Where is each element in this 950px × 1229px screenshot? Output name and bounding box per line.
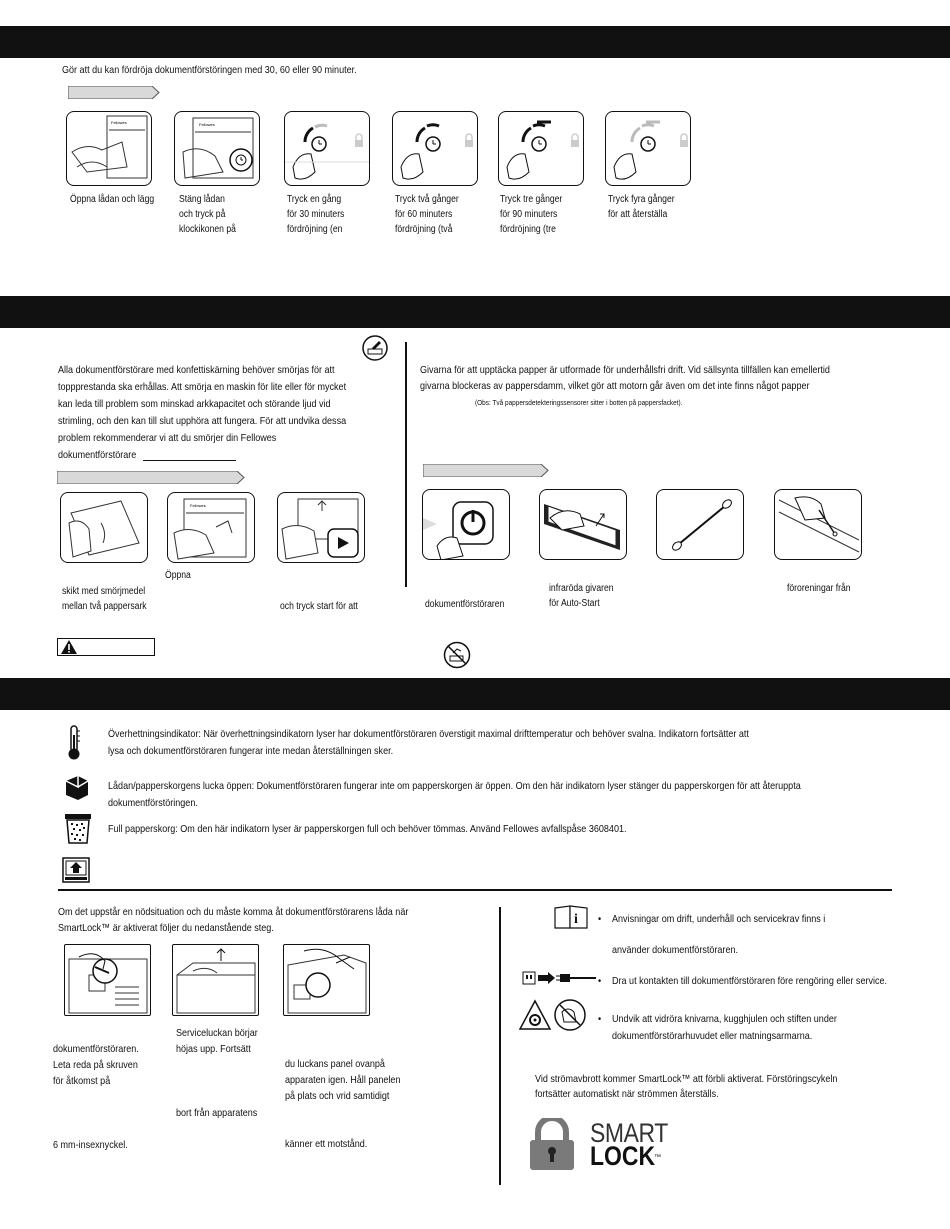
thermometer-icon	[66, 725, 82, 761]
smartlock-logo-tm: ™	[654, 1154, 661, 1161]
step-image-press-four-times	[605, 111, 691, 186]
warning-triangle-icon	[60, 639, 78, 655]
sensor-text-line-1: Givarna för att upptäcka papper är utformade för underhållsfri drift. Vid sällsynta tillfällen kan emellertid	[420, 364, 830, 376]
full-bin-icon	[64, 812, 92, 844]
svg-text:Fellowes: Fellowes	[190, 503, 206, 508]
smartlock-logo-bottom: LOCK	[590, 1141, 656, 1171]
smartlock-intro-text: Om det uppstår en nödsituation och du måste komma åt dokumentförstörarens låda när SmartLock™ är aktiverat följer du nedanstående steg.	[58, 906, 409, 934]
blade-warning-icon	[518, 998, 590, 1034]
oil-step-tab-arrow	[57, 471, 245, 484]
oil-step-caption-3: och tryck start för att	[280, 601, 358, 612]
step-image-press-three-times	[498, 111, 584, 186]
oil-image-sheet	[60, 492, 148, 563]
instructions-bullet-line-1: Anvisningar om drift, underhåll och servicekrav finns i	[612, 913, 826, 925]
sensor-image-cotton-swab	[656, 489, 744, 560]
oil-text-line-3: kan leda till problem som minskad arkkapacitet och störande ljud vid	[58, 398, 331, 410]
smartlock-col2-text: Serviceluckan börjar höjas upp. Fortsätt bort från apparatens	[176, 1027, 258, 1119]
smartlock-image-reattach	[283, 944, 370, 1016]
sensor-step-caption-2: infraröda givaren för Auto-Start	[549, 583, 614, 609]
step-caption-3: Tryck en gång för 30 minuters fördröjning (en	[287, 194, 345, 235]
sensor-text-line-2: givarna blockeras av pappersdamm, vilket gör att motorn går även om det inte finns något papper	[420, 380, 810, 392]
indicator-open-bin-text: Lådan/papperskorgens lucka öppen: Dokumentförstöraren fungerar inte om papperskorgen är öppen. Om den här indikatorn lyser stänger du papperskorgen för att återuppta dokumentförstöringen.	[108, 780, 801, 809]
step-caption-5: Tryck tre gånger för 90 minuters fördröjning (tre	[500, 194, 563, 235]
indicator-overheat-text: Överhettningsindikator: När överhettningsindikatorn lyser har dokumentförstöraren överstigit maximal drifttemperatur och behöver svalna. Indikatorn fortsätter att lysa och dokumentförstöraren fungerar inte medan återställningen sker.	[108, 728, 749, 757]
oil-step-caption-1: skikt med smörjmedel mellan två pappersark	[62, 586, 147, 612]
section-header-bar-2	[0, 296, 950, 328]
step-image-close-drawer	[174, 111, 260, 186]
section2-column-divider	[405, 342, 407, 587]
svg-text:i: i	[574, 912, 578, 927]
step-image-press-once	[284, 111, 370, 186]
oil-text-line-5: problem rekommenderar vi att du smörjer din Fellowes	[58, 432, 277, 444]
oil-text-line-6: dokumentförstörare	[58, 449, 137, 461]
oil-pencil-icon	[362, 335, 388, 361]
sensor-step-caption-4: föroreningar från	[787, 583, 851, 594]
smartlock-image-lift-cover	[172, 944, 259, 1016]
step-caption-4: Tryck två gånger för 60 minuters fördröjning (två	[395, 194, 459, 235]
indicator-full-bin-text: Full papperskorg: Om den här indikatorn lyser är papperskorgen full och behöver tömmas. Använd Fellowes avfallspåse 3608401.	[108, 823, 627, 835]
step-caption-6: Tryck fyra gånger för att återställa	[608, 194, 675, 220]
oil-text-line-1: Alla dokumentförstörare med konfettiskärning behöver smörjas för att	[58, 364, 335, 376]
blade-bullet-text: Undvik att vidröra knivarna, kugghjulen och stiften under dokumentförstörarhuvudet eller matningsarmarna.	[612, 1013, 837, 1042]
step-image-press-twice	[392, 111, 478, 186]
step-caption-1: Öppna lådan och lägg	[70, 194, 155, 205]
section4-column-divider	[499, 907, 501, 1185]
instructions-bullet-line-2: använder dokumentförstöraren.	[612, 944, 739, 956]
unplug-icon	[522, 970, 598, 986]
open-bin-icon	[64, 773, 90, 801]
oil-text-line-4: strimling, och den kan till slut upphöra att fungera. För att undvika dessa	[58, 415, 347, 427]
oil-text-line-2: toppprestanda ska erhållas. Att smörja en maskin för lite eller för mycket	[58, 381, 347, 393]
padlock-icon	[528, 1118, 576, 1172]
unplug-bullet-text: Dra ut kontakten till dokumentförstöraren före rengöring eller service.	[612, 975, 888, 987]
step-caption-2: Stäng lådan och tryck på klockikonen på	[179, 194, 236, 235]
smartlock-logo-top: SMART	[590, 1118, 668, 1148]
manual-info-icon	[553, 904, 589, 930]
bullet-dot-3: •	[598, 1013, 602, 1025]
sensor-step-tab-arrow	[423, 464, 549, 477]
oil-image-open	[167, 492, 255, 563]
bullet-dot-1: •	[598, 913, 602, 925]
section-header-bar-1	[0, 26, 950, 58]
oil-image-start	[277, 492, 365, 563]
section3-bottom-rule	[58, 889, 892, 891]
power-outage-text: Vid strömavbrott kommer SmartLock™ att förbli aktiverat. Förstöringscykeln fortsätter automatiskt när strömmen återställs.	[535, 1073, 838, 1100]
sensor-note: (Obs: Två pappersdetekteringssensorer sitter i botten på pappersfacket).	[475, 398, 683, 407]
smartlock-image-screw	[64, 944, 151, 1016]
oil-step-caption-2: Öppna	[165, 570, 191, 581]
step-image-open-drawer	[66, 111, 152, 186]
step-tab-arrow	[68, 86, 160, 99]
delay-intro-text: Gör att du kan fördröja dokumentförstöringen med 30, 60 eller 90 minuter.	[62, 64, 357, 76]
paper-jam-icon	[62, 857, 90, 883]
blank-underline	[143, 460, 236, 461]
section-header-bar-3	[0, 678, 950, 710]
smartlock-col1-text: dokumentförstöraren. Leta reda på skruven för åtkomst på 6 mm-insexnyckel.	[53, 1043, 139, 1151]
caution-label-box	[57, 638, 155, 656]
svg-text:Fellowes: Fellowes	[199, 122, 215, 127]
sensor-image-power	[422, 489, 510, 560]
no-aerosol-icon	[443, 641, 471, 669]
sensor-step-caption-1: dokumentförstöraren	[425, 599, 505, 610]
sensor-image-swab-use	[774, 489, 862, 560]
svg-text:Fellowes: Fellowes	[111, 120, 127, 125]
sensor-image-clean	[539, 489, 627, 560]
smartlock-col3-text: du luckans panel ovanpå apparaten igen. Håll panelen på plats och vrid samtidigt känner ett motstånd.	[285, 1058, 401, 1150]
bullet-dot-2: •	[598, 975, 602, 987]
